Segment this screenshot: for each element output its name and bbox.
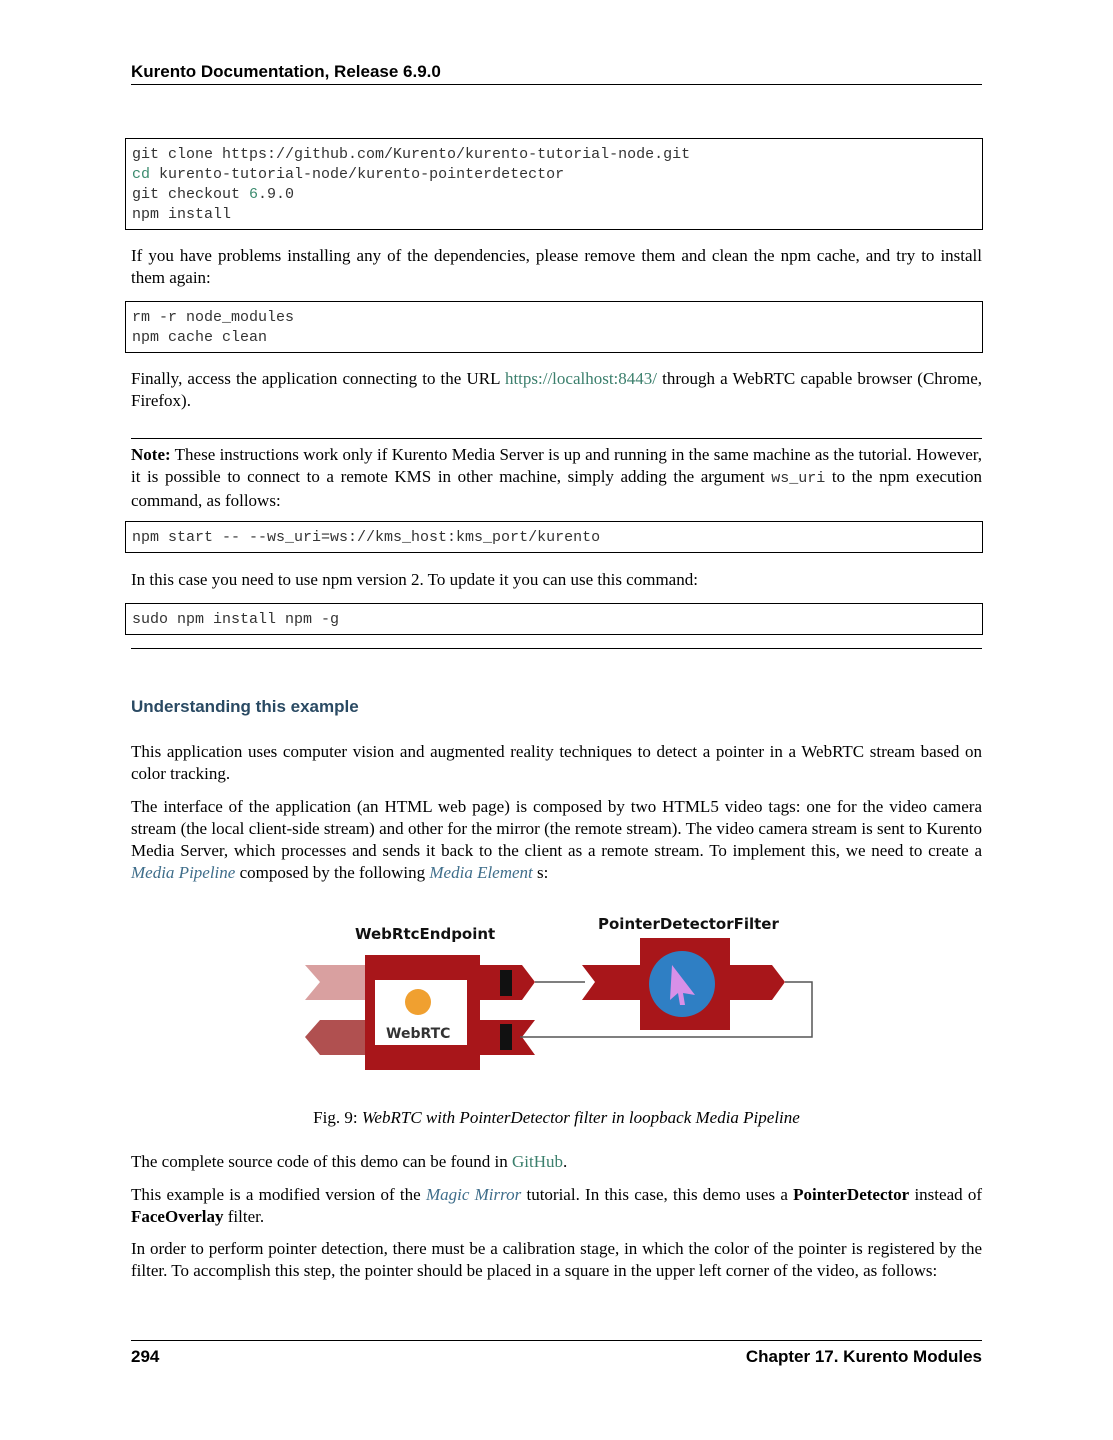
paragraph: The interface of the application (an HTML web page) is composed by two HTML5 video tags: one for the video camera stream (the local client-side stream) and other for the mirror (the remote stream). The video camera stream is sent to Kurento Media Server, which processes and sends it back to the client as a remote stream. To implement this, we need to create a Media Pipeline composed by the following Media Element s:	[131, 797, 982, 882]
code-line: git clone https://github.com/Kurento/kurento-tutorial-node.git	[132, 146, 691, 163]
code-block-update: sudo npm install npm -g	[125, 603, 983, 635]
inline-code: ws_uri	[771, 470, 826, 487]
pipeline-diagram	[300, 910, 820, 1080]
paragraph: The complete source code of this demo can be found in GitHub.	[131, 1152, 568, 1171]
note-label: Note:	[131, 445, 171, 464]
page-number: 294	[131, 1347, 160, 1366]
github-link[interactable]: GitHub	[511, 1152, 563, 1171]
code-block-clean	[125, 301, 983, 353]
figure-caption: Fig. 9: WebRTC with PointerDetector filter in loopback Media Pipeline	[313, 1108, 800, 1127]
paragraph: This example is a modified version of the Magic Mirror tutorial. In this case, this demo uses a PointerDetector instead of FaceOverlay filter.	[131, 1185, 983, 1226]
code-block-clone	[125, 138, 983, 230]
code-line: .9.0	[258, 186, 295, 203]
section-heading: Understanding this example	[131, 697, 359, 716]
code-line: npm cache clean	[132, 329, 268, 346]
media-pipeline-link[interactable]: Media Pipeline	[131, 863, 236, 882]
code-line: git checkout	[132, 186, 250, 203]
webrtc-endpoint-label: WebRtcEndpoint	[355, 925, 496, 943]
pointer-filter-label: PointerDetectorFilter	[598, 915, 779, 933]
paragraph: In order to perform pointer detection, there must be a calibration stage, in which the color of the pointer is registered by the filter. To accomplish this step, the pointer should be placed in a square in the upper left corner of the video, as follows:	[131, 1239, 982, 1280]
page-footer	[131, 1340, 982, 1367]
code-number: 6	[249, 186, 259, 203]
localhost-link[interactable]: https://localhost:8443/	[504, 369, 658, 388]
note-bottom-rule	[131, 648, 982, 649]
code-line: npm install	[132, 206, 232, 223]
code-line: kurento-tutorial-node/kurento-pointerdetector	[159, 166, 565, 183]
magic-mirror-link[interactable]: Magic Mirror	[425, 1185, 522, 1204]
note-text: Note: These instructions work only if Kurento Media Server is up and running in the same machine as the tutorial. However, it is possible to connect to a remote KMS in other machine, simply adding the argument ws_uri to the npm execution command, as follows:	[131, 445, 982, 510]
code-line: rm -r node_modules	[132, 309, 295, 326]
paragraph: Finally, access the application connecting to the URL https://localhost:8443/ through a WebRTC capable browser (Chrome, Firefox).	[131, 369, 982, 410]
media-element-link[interactable]: Media Element	[429, 863, 533, 882]
paragraph: In this case you need to use npm version 2. To update it you can use this command:	[131, 570, 698, 589]
webrtc-logo-text: WebRTC	[386, 1026, 451, 1042]
chapter-title: Chapter 17. Kurento Modules	[745, 1347, 982, 1366]
code-keyword: cd	[132, 166, 151, 183]
paragraph: If you have problems installing any of the dependencies, please remove them and clean the npm cache, and try to install them again:	[131, 246, 982, 287]
note-top-rule	[131, 438, 982, 439]
running-header: Kurento Documentation, Release 6.9.0	[131, 62, 982, 85]
paragraph: This application uses computer vision and augmented reality techniques to detect a pointer in a WebRTC stream based on color tracking.	[131, 742, 982, 783]
code-block-start: npm start -- --ws_uri=ws://kms_host:kms_port/kurento	[125, 521, 983, 553]
